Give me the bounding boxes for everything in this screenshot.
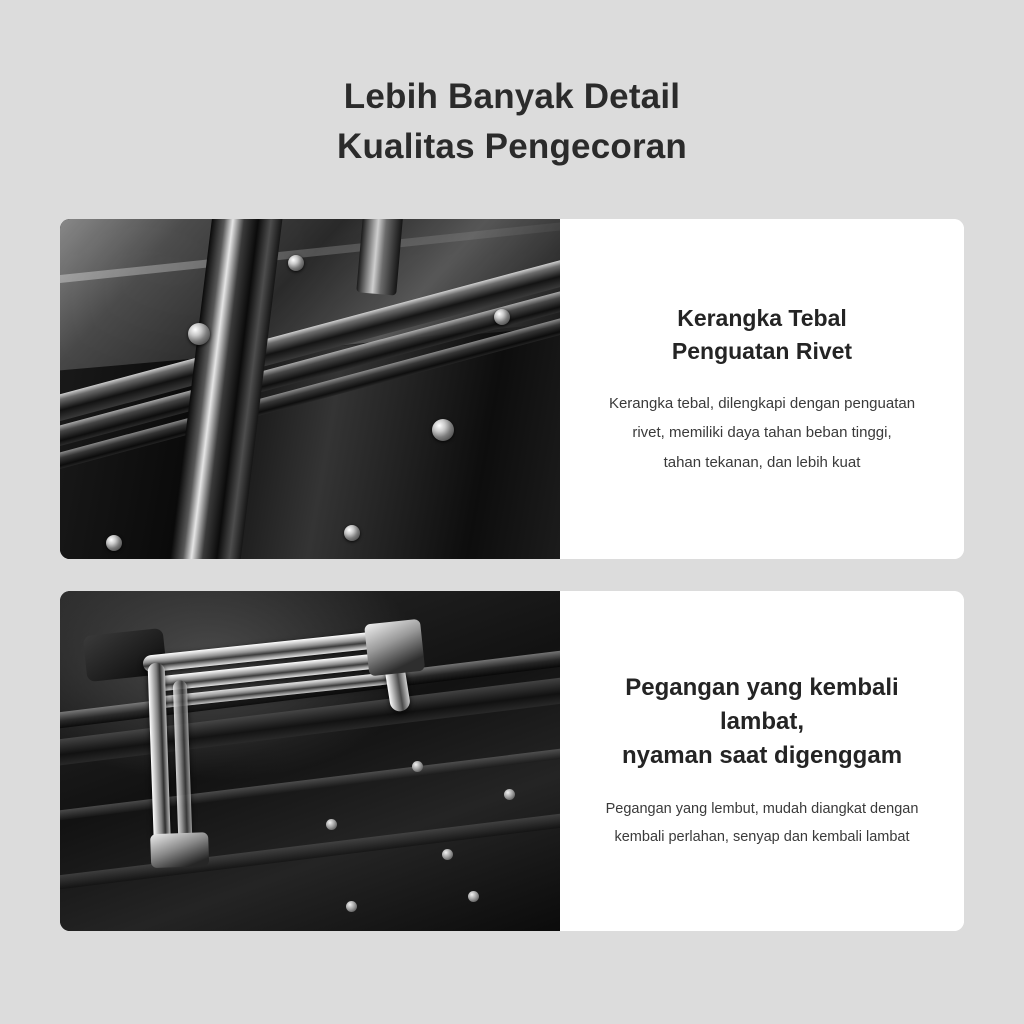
screw-icon (346, 901, 357, 912)
page-title-line-2: Kualitas Pengecoran (336, 126, 688, 166)
handle-title-line-2: nyaman saat digenggam (621, 742, 903, 770)
handle-photo (60, 591, 560, 931)
screw-icon (504, 789, 515, 800)
frame-rivet-title (672, 302, 852, 367)
frame-rivet-title-line-1: Kerangka Tebal (677, 304, 847, 331)
frame-rivet-body (609, 389, 915, 477)
frame-rivet-photo (60, 219, 560, 559)
feature-card-frame-rivet (60, 219, 964, 559)
feature-card-handle (60, 591, 964, 931)
frame-rivet-body-line-2: rivet, memiliki daya tahan beban tinggi, (632, 424, 892, 442)
handle-body (606, 795, 919, 852)
handle-title-line-1: Pegangan yang kembali lambat, (625, 673, 899, 736)
frame-rivet-title-line-2: Penguatan Rivet (671, 337, 853, 364)
frame-rivet-photo-art (60, 219, 560, 559)
frame-rivet-text (560, 219, 964, 559)
screw-icon (442, 849, 453, 860)
handle-icon (129, 610, 452, 875)
page-title-line-1: Lebih Banyak Detail (343, 77, 681, 116)
handle-title (594, 671, 930, 773)
handle-photo-art (60, 591, 560, 931)
handle-body-line-1: Pegangan yang lembut, mudah diangkat dengan (605, 801, 919, 818)
handle-text (560, 591, 964, 931)
frame-rivet-body-line-1: Kerangka tebal, dilengkapi dengan penguatan (608, 395, 916, 413)
page-title (0, 0, 1024, 171)
feature-card-list (0, 219, 1024, 931)
handle-body-line-2: kembali perlahan, senyap dan kembali lambat (614, 829, 910, 846)
screw-icon (468, 891, 479, 902)
frame-rivet-body-line-3: tahan tekanan, dan lebih kuat (663, 453, 861, 471)
